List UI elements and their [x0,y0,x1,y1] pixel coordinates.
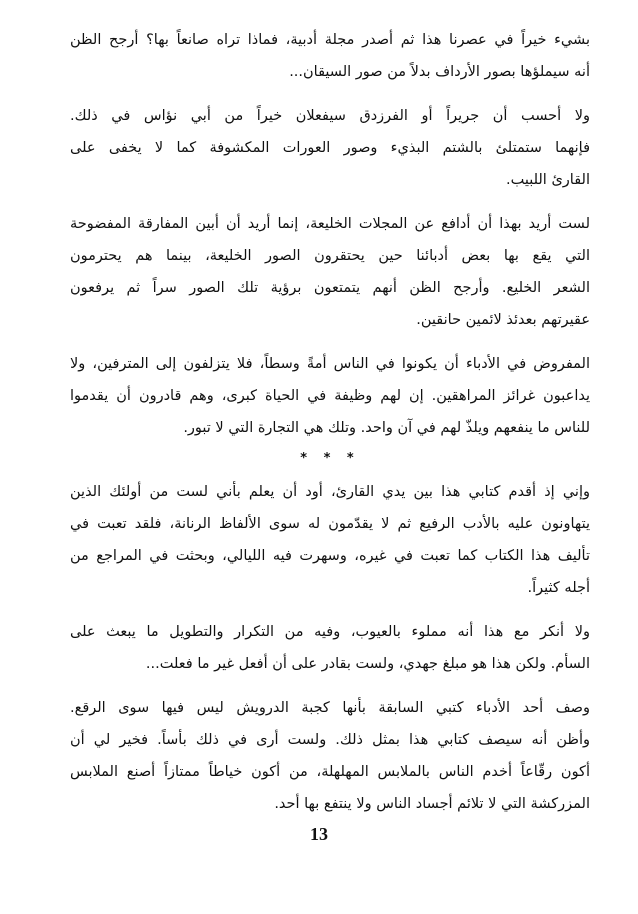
text-line: أجله كثيراً. [527,580,590,596]
text-line: وإني إذ أقدم كتابي هذا بين يدي القارئ، أود أن يعلم بأني لست من أولئك الذين [70,484,590,500]
paragraph-4 [70,348,590,444]
text-line: لست أريد بهذا أن أدافع عن المجلات الخليعة، إنما أريد أن أبين المفارقة المفضوحة [70,216,590,232]
paragraph-7 [70,692,590,820]
paragraph-3 [70,208,590,336]
paragraph-2 [70,100,590,196]
page-text [70,24,590,832]
text-line: عقيرتهم بعدئذ لائمين حانقين. [416,312,590,328]
paragraph-6 [70,616,590,680]
text-line: يداعبون غرائز المراهقين. إن لهم وظيفة في الحياة كبرى، وهم قادرون أن يقدموا [70,388,590,404]
text-line: السأم. ولكن هذا هو مبلغ جهدي، ولست بقادر على أن أفعل غير ما فعلت... [145,656,590,672]
text-line: وصف أحد الأدباء كتبي السابقة بأنها كجبة الدرويش ليس فيها سوى الرقع. [70,700,590,716]
text-line: تأليف هذا الكتاب كما تعبت في غيره، وسهرت فيه الليالي، وبحثت في المراجع من [70,548,590,564]
text-line: الشعر الخليع. وأرجح الظن أنهم يتمتعون برؤية تلك الصور سراً ثم يرفعون [70,280,590,296]
page-number: 13 [310,824,328,844]
text-line: بشيء خيراً في عصرنا هذا ثم أصدر مجلة أدبية، فماذا تراه صانعاً بها؟ أرجح الظن [70,32,590,48]
text-line: فإنهما ستمتلئ بالشتم البذيء وصور العورات المكشوفة كما لا يخفى على [70,140,590,156]
text-line: ولا أنكر مع هذا أنه مملوء بالعيوب، وفيه من التكرار والتطويل ما يبعث على [70,624,590,640]
text-line: المفروض في الأدباء أن يكونوا في الناس أمةً وسطاً، فلا يتزلفون إلى المترفين، ولا [70,356,590,372]
text-line: وأظن أنه سيصف كتابي هذا بمثل ذلك. ولست أرى في ذلك بأساً. فخير لي أن [70,732,590,748]
text-line: يتهاونون عليه بالأدب الرفيع ثم لا يقدّمون له سوى الألفاظ الرنانة، فلقد تعبت في [70,516,590,532]
paragraph-1 [70,24,590,88]
text-line: أكون رقّاعاً أخدم الناس بالملابس المهلهلة، من أكون خياطاً ممتازاً أصنع الملابس [70,764,590,780]
paragraph-5 [70,476,590,604]
section-separator: * * * [300,451,360,466]
text-line: للناس ما ينفعهم ويلذّ لهم في آن واحد. وتلك هي التجارة التي لا تبور. [183,420,590,436]
text-line: أنه سيملؤها بصور الأرداف بدلاً من صور السيقان... [289,64,590,80]
text-line: المزركشة التي لا تلائم أجساد الناس ولا ينتفع بها أحد. [274,796,590,812]
text-line: القارئ اللبيب. [505,172,590,188]
text-line: التي يقع بها بعض أدبائنا حين يحتقرون الصور الخليعة، بينما هم يحترمون [70,248,590,264]
text-line: ولا أحسب أن جريراً أو الفرزدق سيفعلان خيراً من أبي نؤاس في ذلك. [70,108,590,124]
